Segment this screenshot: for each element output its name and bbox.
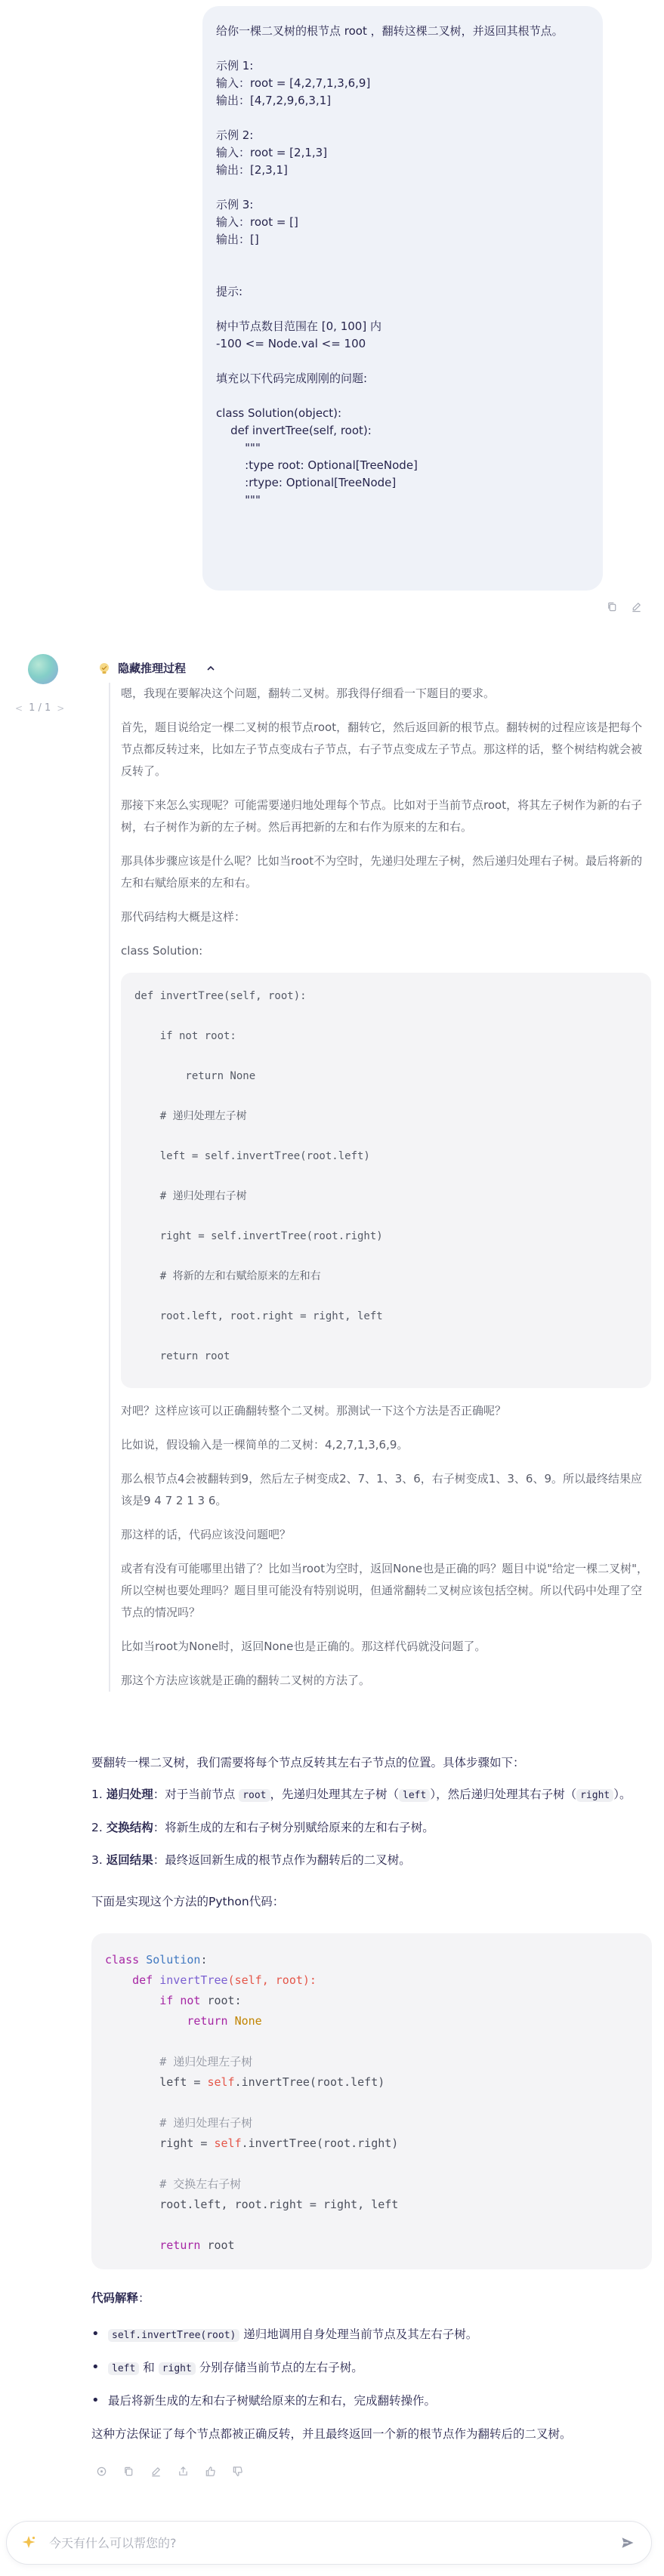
chevron-up-icon[interactable]: [205, 663, 216, 674]
refresh-icon[interactable]: [94, 2463, 109, 2479]
pager-label: 1 / 1: [29, 702, 51, 714]
code-line: # 递归处理右子树: [134, 1190, 247, 1202]
answer-conclusion: 这种方法保证了每个节点都被正确反转，并且最终返回一个新的根节点作为翻转后的二叉树。: [91, 2427, 572, 2441]
user-message-line: [216, 387, 589, 405]
reasoning-paragraph: 那代码结构大概是这样：: [121, 910, 246, 924]
list-item: • 最后将新生成的左和右子树赋给原来的左和右，完成翻转操作。: [91, 2390, 652, 2411]
code-line: def invertTree(self, root):: [132, 1973, 317, 1987]
code-line: [105, 2093, 638, 2113]
code-line: return root: [159, 2238, 235, 2252]
send-icon[interactable]: [618, 2533, 638, 2553]
step-item: 3. 返回结果：最终返回新生成的根节点作为翻转后的二叉树。: [91, 1853, 411, 1867]
list-item: • self.invertTree(root) 递归地调用自身处理当前节点及其左右子树。: [91, 2324, 652, 2346]
user-message-line: 输出：[]: [216, 233, 259, 246]
chat-input[interactable]: [49, 2536, 618, 2550]
reasoning-paragraph: 对吧？这样应该可以正确翻转整个二叉树。那测试一下这个方法是否正确呢？: [121, 1404, 507, 1418]
inline-code: left: [108, 2362, 139, 2375]
edit-icon[interactable]: [148, 2463, 163, 2479]
code-line: # 交换左右子树: [159, 2177, 242, 2191]
copy-icon[interactable]: [121, 2463, 136, 2479]
user-message-line: [216, 248, 589, 266]
code-line: [105, 2154, 638, 2174]
code-line: root.left, root.right = right, left: [159, 2198, 399, 2211]
code-line: class Solution:: [105, 1953, 208, 1967]
reasoning-paragraph: 比如当root为None时，返回None也是正确的。那这样代码就没问题了。: [121, 1640, 486, 1653]
explain-heading: 代码解释：: [91, 2291, 150, 2305]
user-message-line: [216, 266, 589, 283]
list-item: • left 和 right 分别存储当前节点的左右子树。: [91, 2357, 652, 2380]
user-message-line: 提示:: [216, 285, 243, 298]
user-message-line: 输入：root = [4,2,7,1,3,6,9]: [216, 76, 371, 90]
bullet: •: [91, 2392, 100, 2408]
assistant-avatar: [28, 654, 58, 684]
thumbs-up-icon[interactable]: [202, 2463, 218, 2479]
code-line: return None: [134, 1070, 256, 1082]
answer-code-block: [91, 1933, 652, 2269]
user-message-line: """: [216, 441, 261, 455]
chat-input-bar: [6, 2521, 652, 2565]
bullet: •: [91, 2326, 100, 2342]
user-message-line: [216, 40, 589, 57]
next-response-icon[interactable]: >: [57, 702, 65, 714]
share-icon[interactable]: [175, 2463, 190, 2479]
user-message-line: 示例 2:: [216, 128, 254, 142]
code-line: if not root:: [134, 1030, 236, 1042]
user-message-line: :rtype: Optional[TreeNode]: [216, 476, 397, 489]
user-message-line: [216, 301, 589, 318]
spark-icon: [20, 2534, 37, 2551]
code-line: [105, 2215, 638, 2235]
code-line: [105, 2031, 638, 2052]
reasoning-paragraph: 首先，题目说给定一棵二叉树的根节点root，翻转它，然后返回新的根节点。翻转树的过程应该是把每个节点都反转过来，比如左子节点变成右子节点，右子节点变成左子节点。那这样的话，整个树结构就会被反转了。: [121, 720, 643, 778]
reasoning-paragraph: class Solution:: [121, 944, 203, 958]
code-line: # 递归处理左子树: [134, 1110, 247, 1122]
step-title: 返回结果: [106, 1853, 153, 1867]
step-title: 交换结构: [106, 1821, 153, 1834]
reasoning-code-block: [121, 973, 651, 1388]
step-item: 1. 递归处理：对于当前节点 root ，先递归处理其左子树（ left ），然后递归处理其右子树（ right ）。: [91, 1788, 632, 1801]
code-line: left = self.invertTree(root.left): [134, 1150, 370, 1162]
user-message-line: 填充以下代码完成刚刚的问题:: [216, 372, 368, 385]
user-message-line: [216, 179, 589, 196]
inline-code: right: [576, 1789, 613, 1802]
inline-code: right: [159, 2362, 196, 2375]
assistant-answer: [91, 1752, 652, 2445]
bullet: •: [91, 2359, 100, 2375]
step-title: 递归处理: [106, 1788, 153, 1801]
answer-actions: [94, 2463, 245, 2479]
user-message-line: """: [216, 493, 261, 507]
code-line: if not root:: [159, 1994, 242, 2007]
user-message-line: 输入：root = []: [216, 215, 298, 229]
answer-intro: 要翻转一棵二叉树，我们需要将每个节点反转其左右子节点的位置。具体步骤如下：: [91, 1756, 525, 1769]
response-pager: [15, 702, 64, 714]
step-item: 2. 交换结构：将新生成的左和右子树分别赋给原来的左和右子树。: [91, 1821, 434, 1834]
code-line: def invertTree(self, root):: [134, 990, 307, 1002]
user-message-line: 输出：[2,3,1]: [216, 163, 288, 177]
code-line: return root: [134, 1350, 230, 1362]
code-intro: 下面是实现这个方法的Python代码：: [91, 1895, 285, 1908]
reasoning-paragraph: 那么根节点4会被翻转到9，然后左子树变成2、7、1、3、6，右子树变成1、3、6、9。所以最终结果应该是9 4 7 2 1 3 6。: [121, 1472, 642, 1507]
thumbs-down-icon[interactable]: [230, 2463, 245, 2479]
user-message-line: -100 <= Node.val <= 100: [216, 337, 366, 350]
reasoning-paragraph: 那具体步骤应该是什么呢？比如当root不为空时，先递归处理左子树，然后递归处理右子树。最后将新的左和右赋给原来的左和右。: [121, 854, 643, 890]
code-line: left = self.invertTree(root.left): [159, 2075, 385, 2089]
code-line: root.left, root.right = right, left: [134, 1310, 383, 1322]
user-message-line: def invertTree(self, root):: [216, 424, 372, 437]
user-message-bubble: [202, 6, 603, 591]
user-message-actions: [604, 599, 644, 614]
inline-code: left: [399, 1789, 430, 1802]
inline-code: self.invertTree(root): [108, 2329, 239, 2342]
user-message-line: [216, 110, 589, 127]
user-message-line: 树中节点数目范围在 [0, 100] 内: [216, 319, 381, 333]
code-line: right = self.invertTree(root.right): [134, 1230, 383, 1242]
edit-icon[interactable]: [628, 599, 644, 614]
user-message-line: 示例 1:: [216, 59, 254, 72]
copy-icon[interactable]: [604, 599, 619, 614]
reasoning-content: [109, 683, 651, 1692]
code-line: return None: [187, 2014, 262, 2028]
reasoning-paragraph: 比如说，假设输入是一棵简单的二叉树：4,2,7,1,3,6,9。: [121, 1438, 409, 1452]
user-message-line: 给你一棵二叉树的根节点 root ，翻转这棵二叉树，并返回其根节点。: [216, 24, 564, 38]
user-message-line: [216, 353, 589, 370]
reasoning-toggle[interactable]: [97, 660, 216, 676]
inline-code: root: [239, 1789, 270, 1802]
reasoning-title: 隐藏推理过程: [118, 662, 187, 675]
code-line: # 将新的左和右赋给原来的左和右: [134, 1270, 321, 1282]
user-message-line: 输出：[4,7,2,9,6,3,1]: [216, 94, 332, 107]
user-message-line: :type root: Optional[TreeNode]: [216, 458, 418, 472]
reasoning-paragraph: 那这样的话，代码应该没问题吧？: [121, 1528, 292, 1541]
user-message-line: class Solution(object):: [216, 406, 342, 420]
prev-response-icon[interactable]: <: [15, 702, 23, 714]
code-line: # 递归处理右子树: [159, 2116, 253, 2130]
code-line: right = self.invertTree(root.right): [159, 2136, 399, 2150]
user-message-line: 输入：root = [2,1,3]: [216, 146, 328, 159]
reasoning-paragraph: 或者有没有可能哪里出错了？比如当root为空时，返回None也是正确的吗？题目中说"给定一棵二叉树"，所以空树也要处理吗？题目里可能没有特别说明，但通常翻转二叉树应该包括空树。所以代码中处理了空节点的情况吗？: [121, 1562, 649, 1619]
lightbulb-icon: [97, 661, 112, 676]
code-line: # 递归处理左子树: [159, 2055, 253, 2069]
reasoning-paragraph: 那接下来怎么实现呢？可能需要递归地处理每个节点。比如对于当前节点root，将其左子树作为新的右子树，右子树作为新的左子树。然后再把新的左和右作为原来的左和右。: [121, 798, 643, 834]
reasoning-paragraph: 那这个方法应该就是正确的翻转二叉树的方法了。: [121, 1674, 371, 1687]
user-message-line: 示例 3:: [216, 198, 254, 211]
reasoning-paragraph: 嗯，我现在要解决这个问题，翻转二叉树。那我得仔细看一下题目的要求。: [121, 686, 496, 700]
